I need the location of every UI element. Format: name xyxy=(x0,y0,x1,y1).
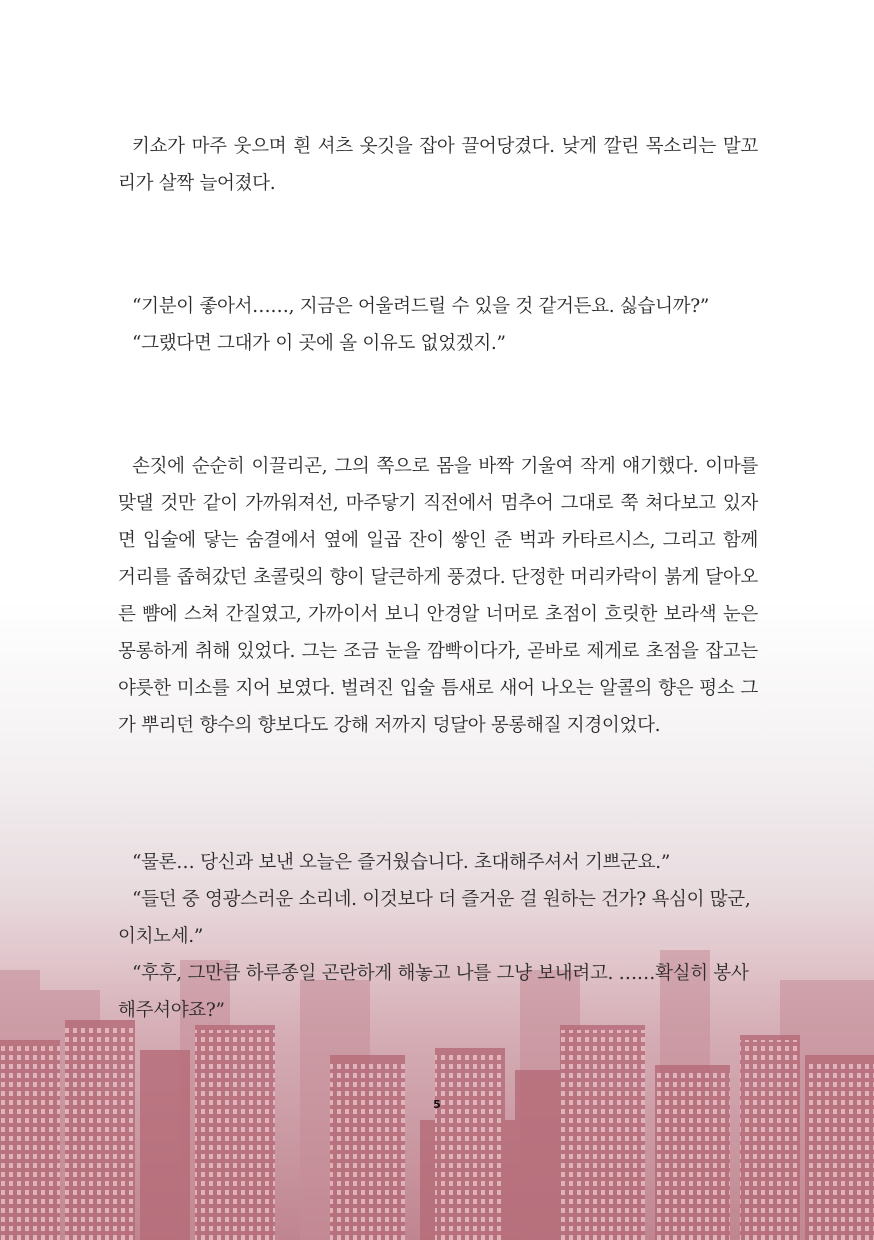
dialogue-line: “물론… 당신과 보낸 오늘은 즐거웠습니다. 초대해주셔서 기쁘군요.” xyxy=(132,852,671,873)
dialogue-block-2 xyxy=(118,844,758,1029)
paragraph-2 xyxy=(118,448,758,744)
dialogue-line: “기분이 좋아서……, 지금은 어울려드릴 수 있을 것 같거든요. 싫습니까?” xyxy=(132,296,709,317)
paragraph-text: 손짓에 순순히 이끌리곤, 그의 쪽으로 몸을 바짝 기울여 작게 얘기했다. 이마를 맞댈 것만 같이 가까워져선, 마주닿기 직전에서 멈추어 그대로 쭉 쳐다보고 있자면 입술에 닿는 숨결에서 옆에 일곱 잔이 쌓인 준 벅과 카타르시스, 그리고 함께 거리를 좁혀갔던 초콜릿의 향이 달큰하게 풍겼다. 단정한 머리카락이 붉게 달아오른 뺨에 스쳐 간질였고, 가까이서 보니 안경알 너머로 초점이 흐릿한 보라색 눈은 몽롱하게 취해 있었다. 그는 조금 눈을 깜빡이다가, 곧바로 제게로 초점을 잡고는 야릇한 미소를 지어 보였다. 벌려진 입술 틈새로 새어 나오는 알콜의 향은 평소 그가 뿌리던 향수의 향보다도 강해 저까지 덩달아 몽롱해질 지경이었다. xyxy=(118,456,758,736)
dialogue-line: “들던 중 영광스러운 소리네. 이것보다 더 즐거운 걸 원하는 건가? 욕심이 많군, 이치노세.” xyxy=(118,889,751,947)
page-number: 5 xyxy=(433,1098,441,1111)
dialogue-line: “후후, 그만큼 하루종일 곤란하게 해놓고 나를 그냥 보내려고. ……확실히 봉사해주셔야죠?” xyxy=(118,963,749,1021)
paragraph-text: 키쇼가 마주 웃으며 흰 셔츠 옷깃을 잡아 끌어당겼다. 낮게 깔린 목소리는 말꼬리가 살짝 늘어졌다. xyxy=(118,136,758,194)
dialogue-line: “그랬다면 그대가 이 곳에 올 이유도 없었겠지.” xyxy=(132,333,506,354)
dialogue-block-1 xyxy=(118,288,758,362)
paragraph-1 xyxy=(118,128,758,202)
